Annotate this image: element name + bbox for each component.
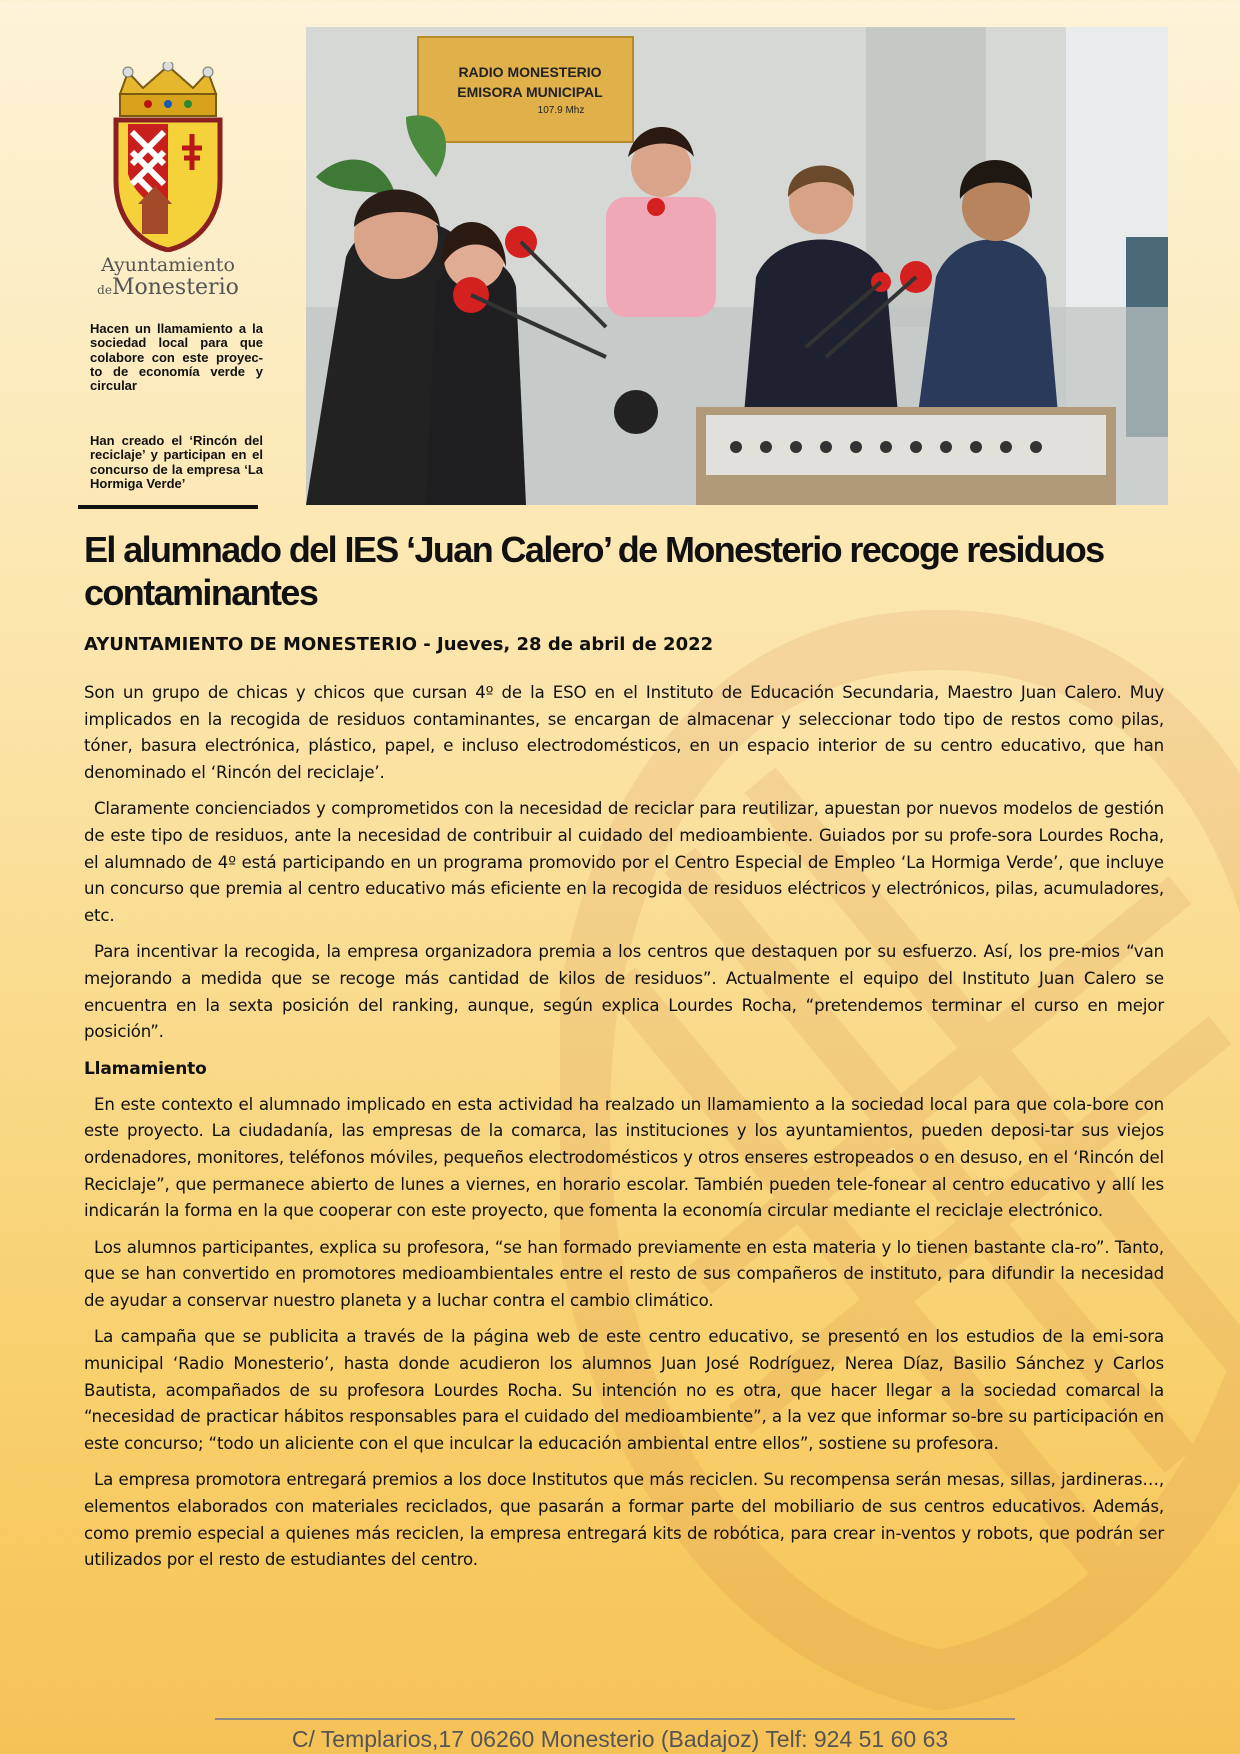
article-paragraph: Son un grupo de chicas y chicos que cursan 4º de la ESO en el Instituto de Educación Secundaria, Maestro Juan Calero. Muy implicados en la recogida de residuos contaminantes, se encargan de almacenar y seleccionar todo tipo de restos como pilas, tóner, basura electrónica, plástico, papel, e incluso electrodomésticos, en un espacio interior de su centro educativo, que han denominado el ‘Rincón del reciclaje’. — [84, 683, 1164, 782]
radio-studio-photo — [306, 27, 1168, 505]
footer-divider — [215, 1718, 1015, 1720]
article-paragraph: La campaña que se publicita a través de la página web de este centro educativo, se presentó en los estudios de la emi-sora municipal ‘Radio Monesterio’, hasta donde acudieron los alumnos Juan José Rodríguez, Nerea Díaz, Basilio Sánchez y Carlos Bautista, acompañados de su profesora Lourdes Rocha. Su intención no es otra, que hacer llegar a la sociedad comarcal la “necesidad de practicar hábitos responsables para el cuidado del medioambiente”, a la vez que informar so-bre su participación en este concurso; “todo un aliciente con el que inculcar la educación ambiental entre ellos”, sostiene su profesora. — [84, 1327, 1164, 1453]
footer-address: C/ Templarios,17 06260 Monesterio (Badajoz) Telf: 924 51 60 63 — [291, 1726, 949, 1752]
photo-sign-line2: EMISORA MUNICIPAL — [457, 84, 603, 100]
logo-text-prefix: de — [97, 282, 112, 297]
article-paragraph: En este contexto el alumnado implicado en esta actividad ha realzado un llamamiento a la sociedad local para que cola-bore con este proyecto. La ciudadanía, las empresas de la comarca, las instituciones y los ayuntamientos, pueden deposi-tar sus viejos ordenadores, monitores, teléfonos móviles, pequeños electrodomésticos y otros enseres estropeados o en desuso, en el ‘Rincón del Reciclaje”, que permanece abierto de lunes a viernes, en horario escolar. También pueden tele-fonear al centro educativo y allí les indicarán la forma en la que cooperar con este proyecto, que fomenta la economía circular mediante el reciclaje electrónico. — [84, 1094, 1164, 1221]
photo-sign-line1: RADIO MONESTERIO — [458, 64, 602, 80]
logo-text-line1: Ayuntamiento — [101, 254, 235, 276]
article-byline: AYUNTAMIENTO DE MONESTERIO - Jueves, 28 de abril de 2022 — [84, 634, 714, 655]
section-heading: Llamamiento — [84, 1058, 207, 1079]
logo-text-name: Monesterio — [111, 274, 239, 300]
side-divider — [78, 505, 258, 509]
article-paragraph: Para incentivar la recogida, la empresa organizadora premia a los centros que destaquen por su esfuerzo. Así, los pre-mios “van mejorando a medida que se recoge más cantidad de kilos de residuos”. Actualmente el equipo del Instituto Juan Calero se encuentra en la sexta posición del ranking, aunque, según explica Lourdes Rocha, “pretendemos terminar el curso en mejor posición”. — [84, 942, 1164, 1042]
side-note-llamamiento: Hacen un llamamiento a la sociedad local para que colabore con este proyec-to de economía verde y circular — [90, 321, 263, 394]
logo-text-line2 — [88, 276, 248, 299]
photo-sign-line3: 107.9 Mhz — [537, 105, 585, 116]
article-paragraph: La empresa promotora entregará premios a los doce Institutos que más reciclen. Su recompensa serán mesas, sillas, jardineras…, elementos elaborados con materiales reciclados, que pasarán a formar parte del mobiliario de sus centros educativos. Además, como premio especial a quienes más reciclen, la empresa entregará kits de robótica, para crear in-ventos y robots, que podrán ser utilizados por el resto de estudiantes del centro. — [84, 1470, 1164, 1570]
article-headline: El alumnado del IES ‘Juan Calero’ de Monesterio recoge residuos contaminantes — [84, 529, 1104, 614]
article-paragraph: Los alumnos participantes, explica su profesora, “se han formado previamente en esta materia y lo tienen bastante cla-ro”. Tanto, que se han convertido en promotores medioambientales entre el resto de sus compañeros de instituto, para difundir la necesidad de ayudar a conservar nuestro planeta y a luchar contra el cambio climático. — [84, 1237, 1164, 1310]
article-paragraph: Claramente concienciados y comprometidos con la necesidad de reciclar para reutilizar, apuestan por nuevos modelos de gestión de este tipo de residuos, ante la necesidad de contribuir al cuidado del medioambiente. Guiados por su profe-sora Lourdes Rocha, el alumnado de 4º está participando en un programa promovido por el Centro Especial de Empleo ‘La Hormiga Verde’, que incluye un concurso que premia al centro educativo más eficiente en la recogida de residuos eléctricos y electrónicos, pilas, acumuladores, etc. — [84, 799, 1164, 925]
article-body — [84, 680, 1164, 1584]
coat-of-arms-icon — [98, 62, 238, 252]
side-note-rincon: Han creado el ‘Rincón del reciclaje’ y participan en el concurso de la empresa ‘La Hormiga Verde’ — [90, 433, 263, 491]
ayuntamiento-logo — [88, 62, 248, 299]
